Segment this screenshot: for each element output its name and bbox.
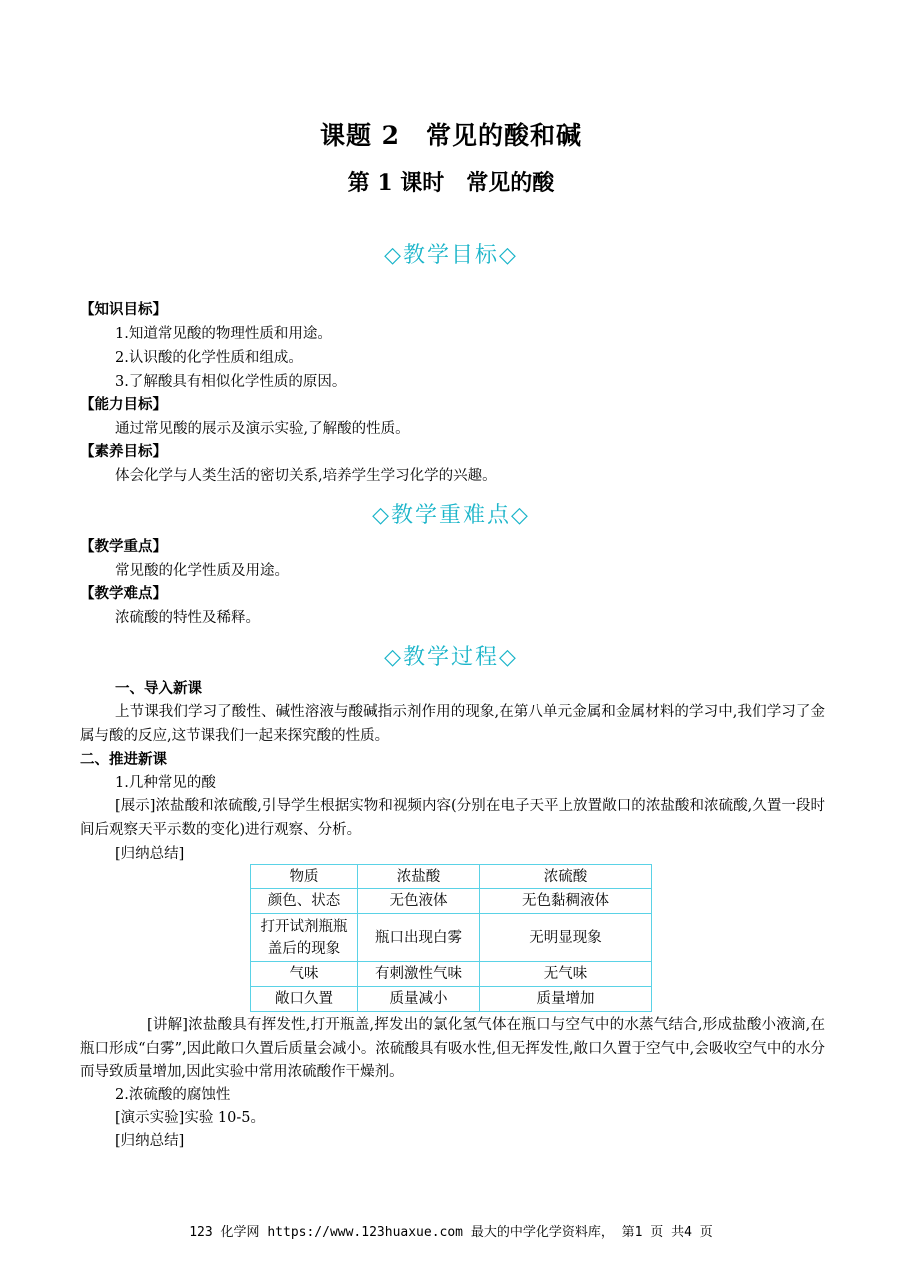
- table-header-cell: 浓硫酸: [480, 865, 652, 889]
- knowledge-item: 2.认识酸的化学性质和组成。: [115, 350, 303, 366]
- table-cell: 瓶口出现白雾: [358, 914, 480, 962]
- item-sulfuric-corrosive: 2.浓硫酸的腐蚀性: [115, 1087, 231, 1103]
- part1-heading: 一、导入新课: [115, 680, 202, 697]
- table-cell: 质量增加: [480, 987, 652, 1012]
- ability-objectives-label: 【能力目标】: [80, 396, 167, 413]
- section-heading-process: ◇教学过程◇: [384, 645, 518, 670]
- table-header-row: [251, 865, 652, 889]
- table-cell: 敞口久置: [251, 987, 358, 1012]
- demo-experiment: [演示实验]实验 10-5。: [115, 1110, 265, 1126]
- table-cell: 气味: [251, 962, 358, 987]
- teaching-difficulty-label: 【教学难点】: [80, 585, 167, 602]
- table-row: [251, 889, 652, 914]
- knowledge-item: 3.了解酸具有相似化学性质的原因。: [115, 374, 347, 390]
- table-cell: 质量减小: [358, 987, 480, 1012]
- lesson-subtitle: 第 1 课时 常见的酸: [347, 170, 555, 196]
- section-heading-keypoints: ◇教学重难点◇: [372, 503, 530, 528]
- table-cell: 颜色、状态: [251, 889, 358, 914]
- section-heading-objectives: ◇教学目标◇: [384, 243, 518, 268]
- teaching-difficulty-text: 浓硫酸的特性及稀释。: [115, 610, 260, 626]
- table-cell: 有刺激性气味: [358, 962, 480, 987]
- table-row: [251, 914, 652, 962]
- intro-paragraph: 上节课我们学习了酸性、碱性溶液与酸碱指示剂作用的现象,在第八单元金属和金属材料的学习中,我们学习了金属与酸的反应,这节课我们一起来探究酸的性质。: [80, 704, 825, 744]
- table-header-cell: 浓盐酸: [358, 865, 480, 889]
- table-cell: 无色液体: [358, 889, 480, 914]
- summary-label: [归纳总结]: [115, 1133, 185, 1149]
- acid-properties-table: [250, 864, 652, 1012]
- summary-label: [归纳总结]: [115, 846, 185, 862]
- display-paragraph: [展示]浓盐酸和浓硫酸,引导学生根据实物和视频内容(分别在电子天平上放置敞口的浓盐酸和浓硫酸,久置一段时间后观察天平示数的变化)进行观察、分析。: [80, 798, 825, 838]
- table-row: [251, 962, 652, 987]
- page-footer: 123 化学网 https://www.123huaxue.com 最大的中学化学资料库， 第1 页 共4 页: [189, 1225, 713, 1240]
- teaching-focus-text: 常见酸的化学性质及用途。: [115, 563, 289, 579]
- lecture-paragraph: [讲解]浓盐酸具有挥发性,打开瓶盖,挥发出的氯化氢气体在瓶口与空气中的水蒸气结合,形成盐酸小液滴,在瓶口形成“白雾”,因此敞口久置后质量会减小。浓硫酸具有吸水性,但无挥发性,敞口久置于空气中,会吸收空气中的水分而导致质量增加,因此实验中常用浓硫酸作干燥剂。: [80, 1017, 825, 1080]
- knowledge-objectives-label: 【知识目标】: [80, 301, 167, 318]
- literacy-objectives-label: 【素养目标】: [80, 443, 167, 460]
- knowledge-item: 1.知道常见酸的物理性质和用途。: [115, 326, 332, 342]
- item-common-acids: 1.几种常见的酸: [115, 775, 216, 791]
- part2-heading: 二、推进新课: [80, 751, 167, 768]
- page-title: 课题 2 常见的酸和碱: [319, 121, 583, 150]
- table-row: [251, 987, 652, 1012]
- table-cell: 无气味: [480, 962, 652, 987]
- literacy-objectives-text: 体会化学与人类生活的密切关系,培养学生学习化学的兴趣。: [115, 468, 497, 484]
- teaching-focus-label: 【教学重点】: [80, 538, 167, 555]
- table-cell: 打开试剂瓶瓶盖后的现象: [251, 914, 358, 962]
- table-cell: 无色黏稠液体: [480, 889, 652, 914]
- table-cell: 无明显现象: [480, 914, 652, 962]
- table-header-cell: 物质: [251, 865, 358, 889]
- ability-objectives-text: 通过常见酸的展示及演示实验,了解酸的性质。: [115, 421, 410, 437]
